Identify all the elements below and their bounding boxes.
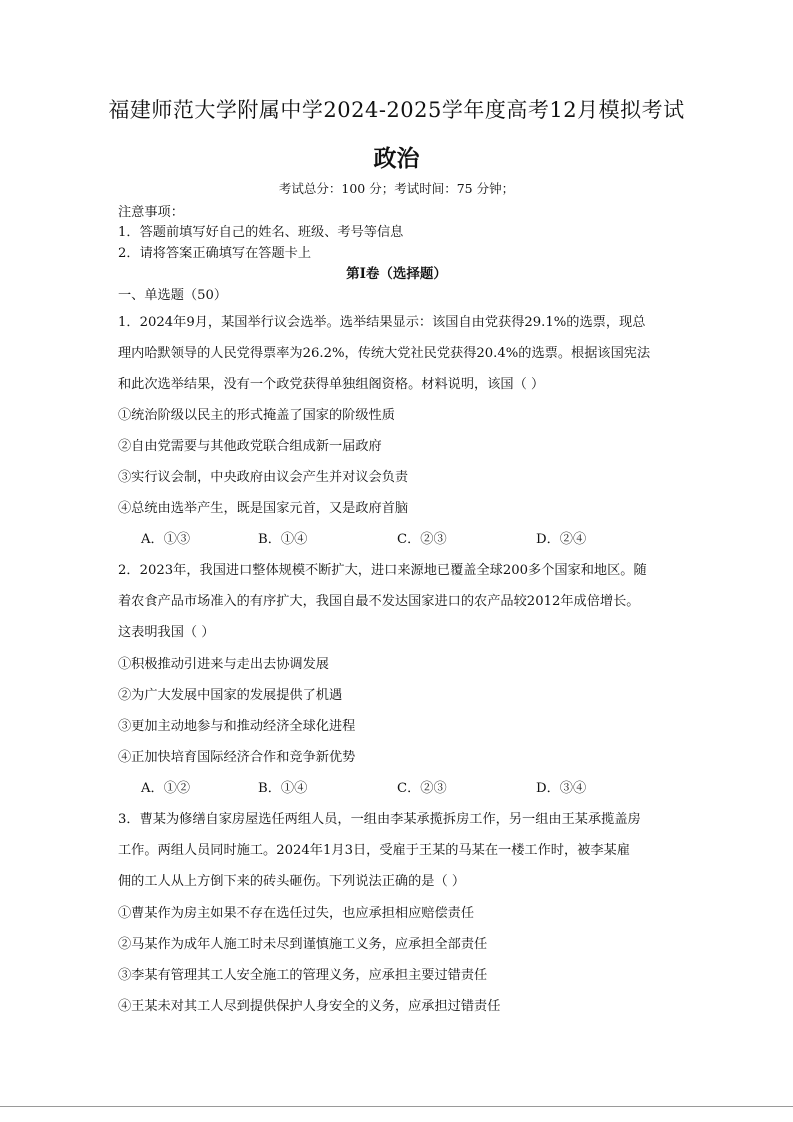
question-2-stem: 这表明我国（ ） bbox=[118, 625, 215, 640]
question-1-item: ①统治阶级以民主的形式掩盖了国家的阶级性质 bbox=[118, 408, 395, 423]
question-1-option-c[interactable]: C．②③ bbox=[397, 532, 447, 547]
exam-title: 福建师范大学附属中学2024-2025学年度高考12月模拟考试 bbox=[108, 98, 685, 122]
notice-item: 1．答题前填写好自己的姓名、班级、考号等信息 bbox=[118, 225, 404, 240]
exam-meta: 考试总分：100 分；考试时间：75 分钟； bbox=[278, 181, 515, 196]
question-1-stem: 1．2024年9月，某国举行议会选举。选举结果显示：该国自由党获得29.1%的选票，现总 bbox=[118, 315, 646, 330]
question-2-stem: 着农食产品市场准入的有序扩大，我国自最不发达国家进口的农产品较2012年成倍增长。 bbox=[118, 594, 640, 609]
question-2-item: ③更加主动地参与和推动经济全球化进程 bbox=[118, 719, 356, 734]
question-3-item: ①曹某作为房主如果不存在选任过失，也应承担相应赔偿责任 bbox=[118, 906, 475, 921]
question-2-option-b[interactable]: B．①④ bbox=[258, 781, 308, 796]
question-1-stem: 和此次选举结果，没有一个政党获得单独组阁资格。材料说明，该国（ ） bbox=[118, 377, 545, 392]
question-2-option-d[interactable]: D．③④ bbox=[536, 781, 587, 796]
question-1-option-a[interactable]: A．①③ bbox=[141, 532, 191, 547]
part-title: 一、单选题（50） bbox=[118, 288, 228, 303]
page-bottom-divider bbox=[0, 1106, 793, 1107]
question-3-stem: 3．曹某为修缮自家房屋选任两组人员，一组由李某承揽拆房工作，另一组由王某承揽盖房 bbox=[118, 812, 641, 827]
subject-title: 政治 bbox=[373, 145, 420, 172]
question-1-stem: 理内哈默领导的人民党得票率为26.2%，传统大党社民党获得20.4%的选票。根据该国宪法 bbox=[118, 346, 651, 361]
notice-heading: 注意事项： bbox=[118, 205, 184, 220]
question-3-item: ④王某未对其工人尽到提供保护人身安全的义务，应承担过错责任 bbox=[118, 999, 501, 1014]
question-3-stem: 工作。两组人员同时施工。2024年1月3日，受雇于王某的马某在一楼工作时，被李某雇 bbox=[118, 843, 630, 858]
question-3-item: ③李某有管理其工人安全施工的管理义务，应承担主要过错责任 bbox=[118, 968, 488, 983]
question-2-stem: 2．2023年，我国进口整体规模不断扩大，进口来源地已覆盖全球200多个国家和地区。随 bbox=[118, 563, 647, 578]
question-3-item: ②马某作为成年人施工时未尽到谨慎施工义务，应承担全部责任 bbox=[118, 937, 488, 952]
question-1-option-b[interactable]: B．①④ bbox=[258, 532, 308, 547]
question-1-option-d[interactable]: D．②④ bbox=[536, 532, 587, 547]
question-2-option-c[interactable]: C．②③ bbox=[397, 781, 447, 796]
question-1-item: ③实行议会制，中央政府由议会产生并对议会负责 bbox=[118, 470, 409, 485]
notice-item: 2．请将答案正确填写在答题卡上 bbox=[118, 246, 312, 261]
question-2-item: ①积极推动引进来与走出去协调发展 bbox=[118, 657, 329, 672]
question-2-item: ④正加快培育国际经济合作和竞争新优势 bbox=[118, 750, 356, 765]
question-2-option-a[interactable]: A．①② bbox=[141, 781, 191, 796]
question-3-stem: 佣的工人从上方倒下来的砖头砸伤。下列说法正确的是（ ） bbox=[118, 874, 466, 889]
question-2-item: ②为广大发展中国家的发展提供了机遇 bbox=[118, 688, 343, 703]
section-title: 第Ⅰ卷（选择题） bbox=[346, 266, 447, 282]
question-1-item: ④总统由选举产生，既是国家元首，又是政府首脑 bbox=[118, 501, 409, 516]
question-1-item: ②自由党需要与其他政党联合组成新一届政府 bbox=[118, 439, 382, 454]
